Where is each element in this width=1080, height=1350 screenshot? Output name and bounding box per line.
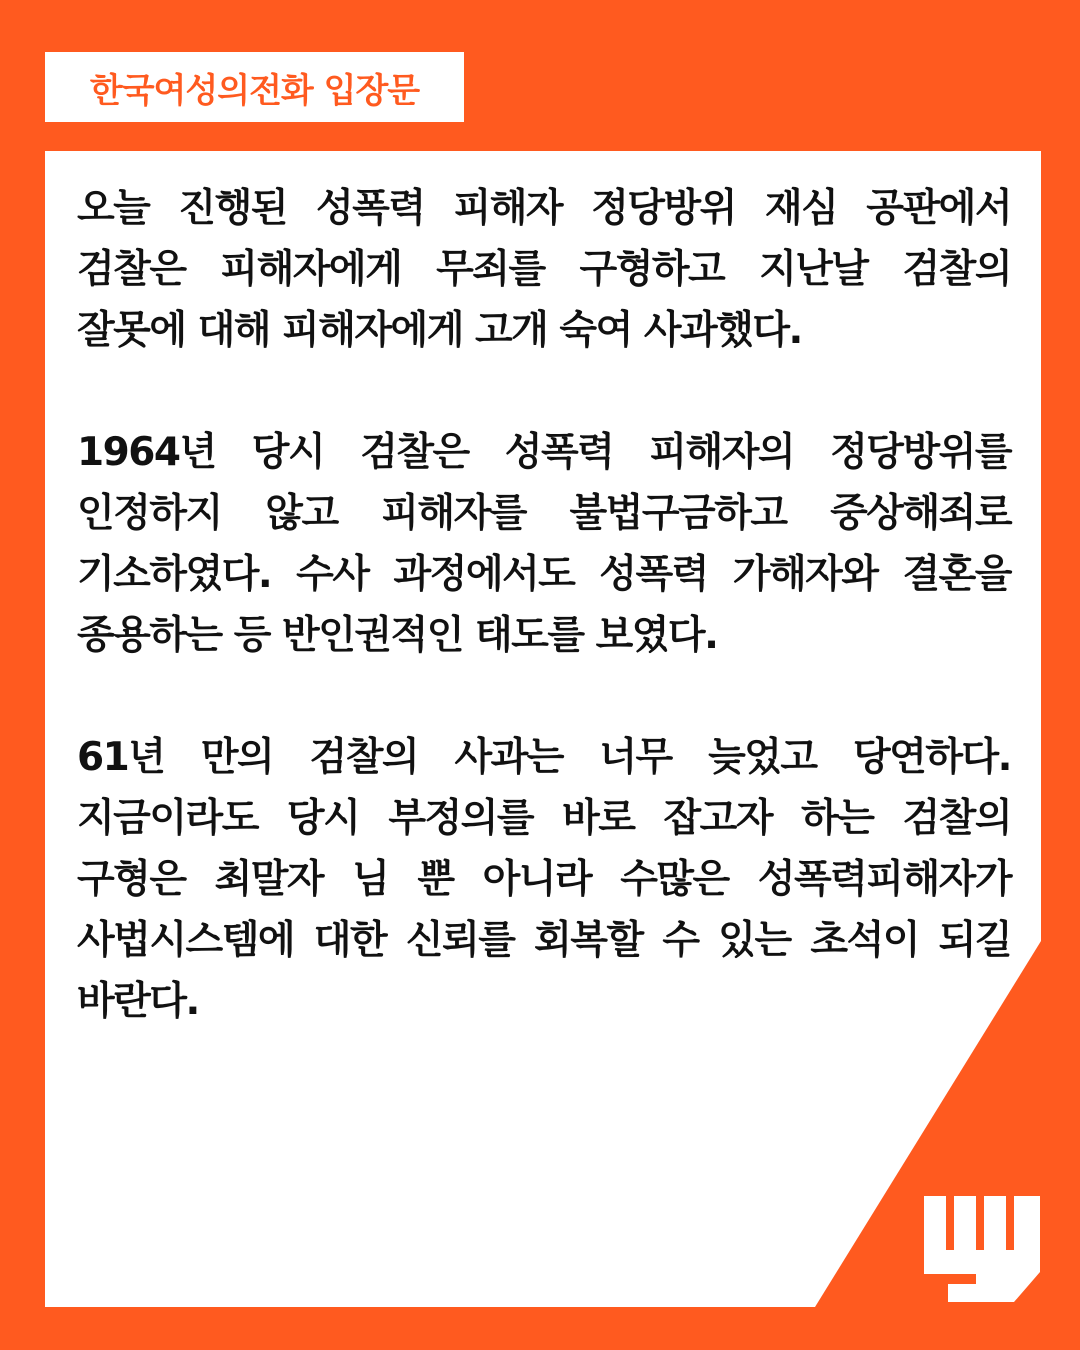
page-title: 한국여성의전화 입장문	[89, 70, 420, 111]
statement-paragraph-3: 61년 만의 검찰의 사과는 너무 늦었고 당연하다. 지금이라도 당시 부정의를 바로 잡고자 하는 검찰의 구형은 최말자 님 뿐 아니라 수많은 성폭력피해자가 사법시스템에 대한 신뢰를 회복할 수 있는 초석이 되길 바란다.	[77, 735, 1011, 1024]
statement-paragraph-1: 오늘 진행된 성폭력 피해자 정당방위 재심 공판에서 검찰은 피해자에게 무죄를 구형하고 지난날 검찰의 잘못에 대해 피해자에게 고개 숙여 사과했다.	[77, 186, 1011, 353]
header-label	[45, 52, 464, 122]
fist-icon	[918, 1192, 1044, 1308]
statement-paragraph-2: 1964년 당시 검찰은 성폭력 피해자의 정당방위를 인정하지 않고 피해자를 불법구금하고 중상해죄로 기소하였다. 수사 과정에서도 성폭력 가해자와 결혼을 종용하는 등 반인권적인 태도를 보였다.	[77, 430, 1011, 658]
statement-body	[77, 178, 1011, 1093]
